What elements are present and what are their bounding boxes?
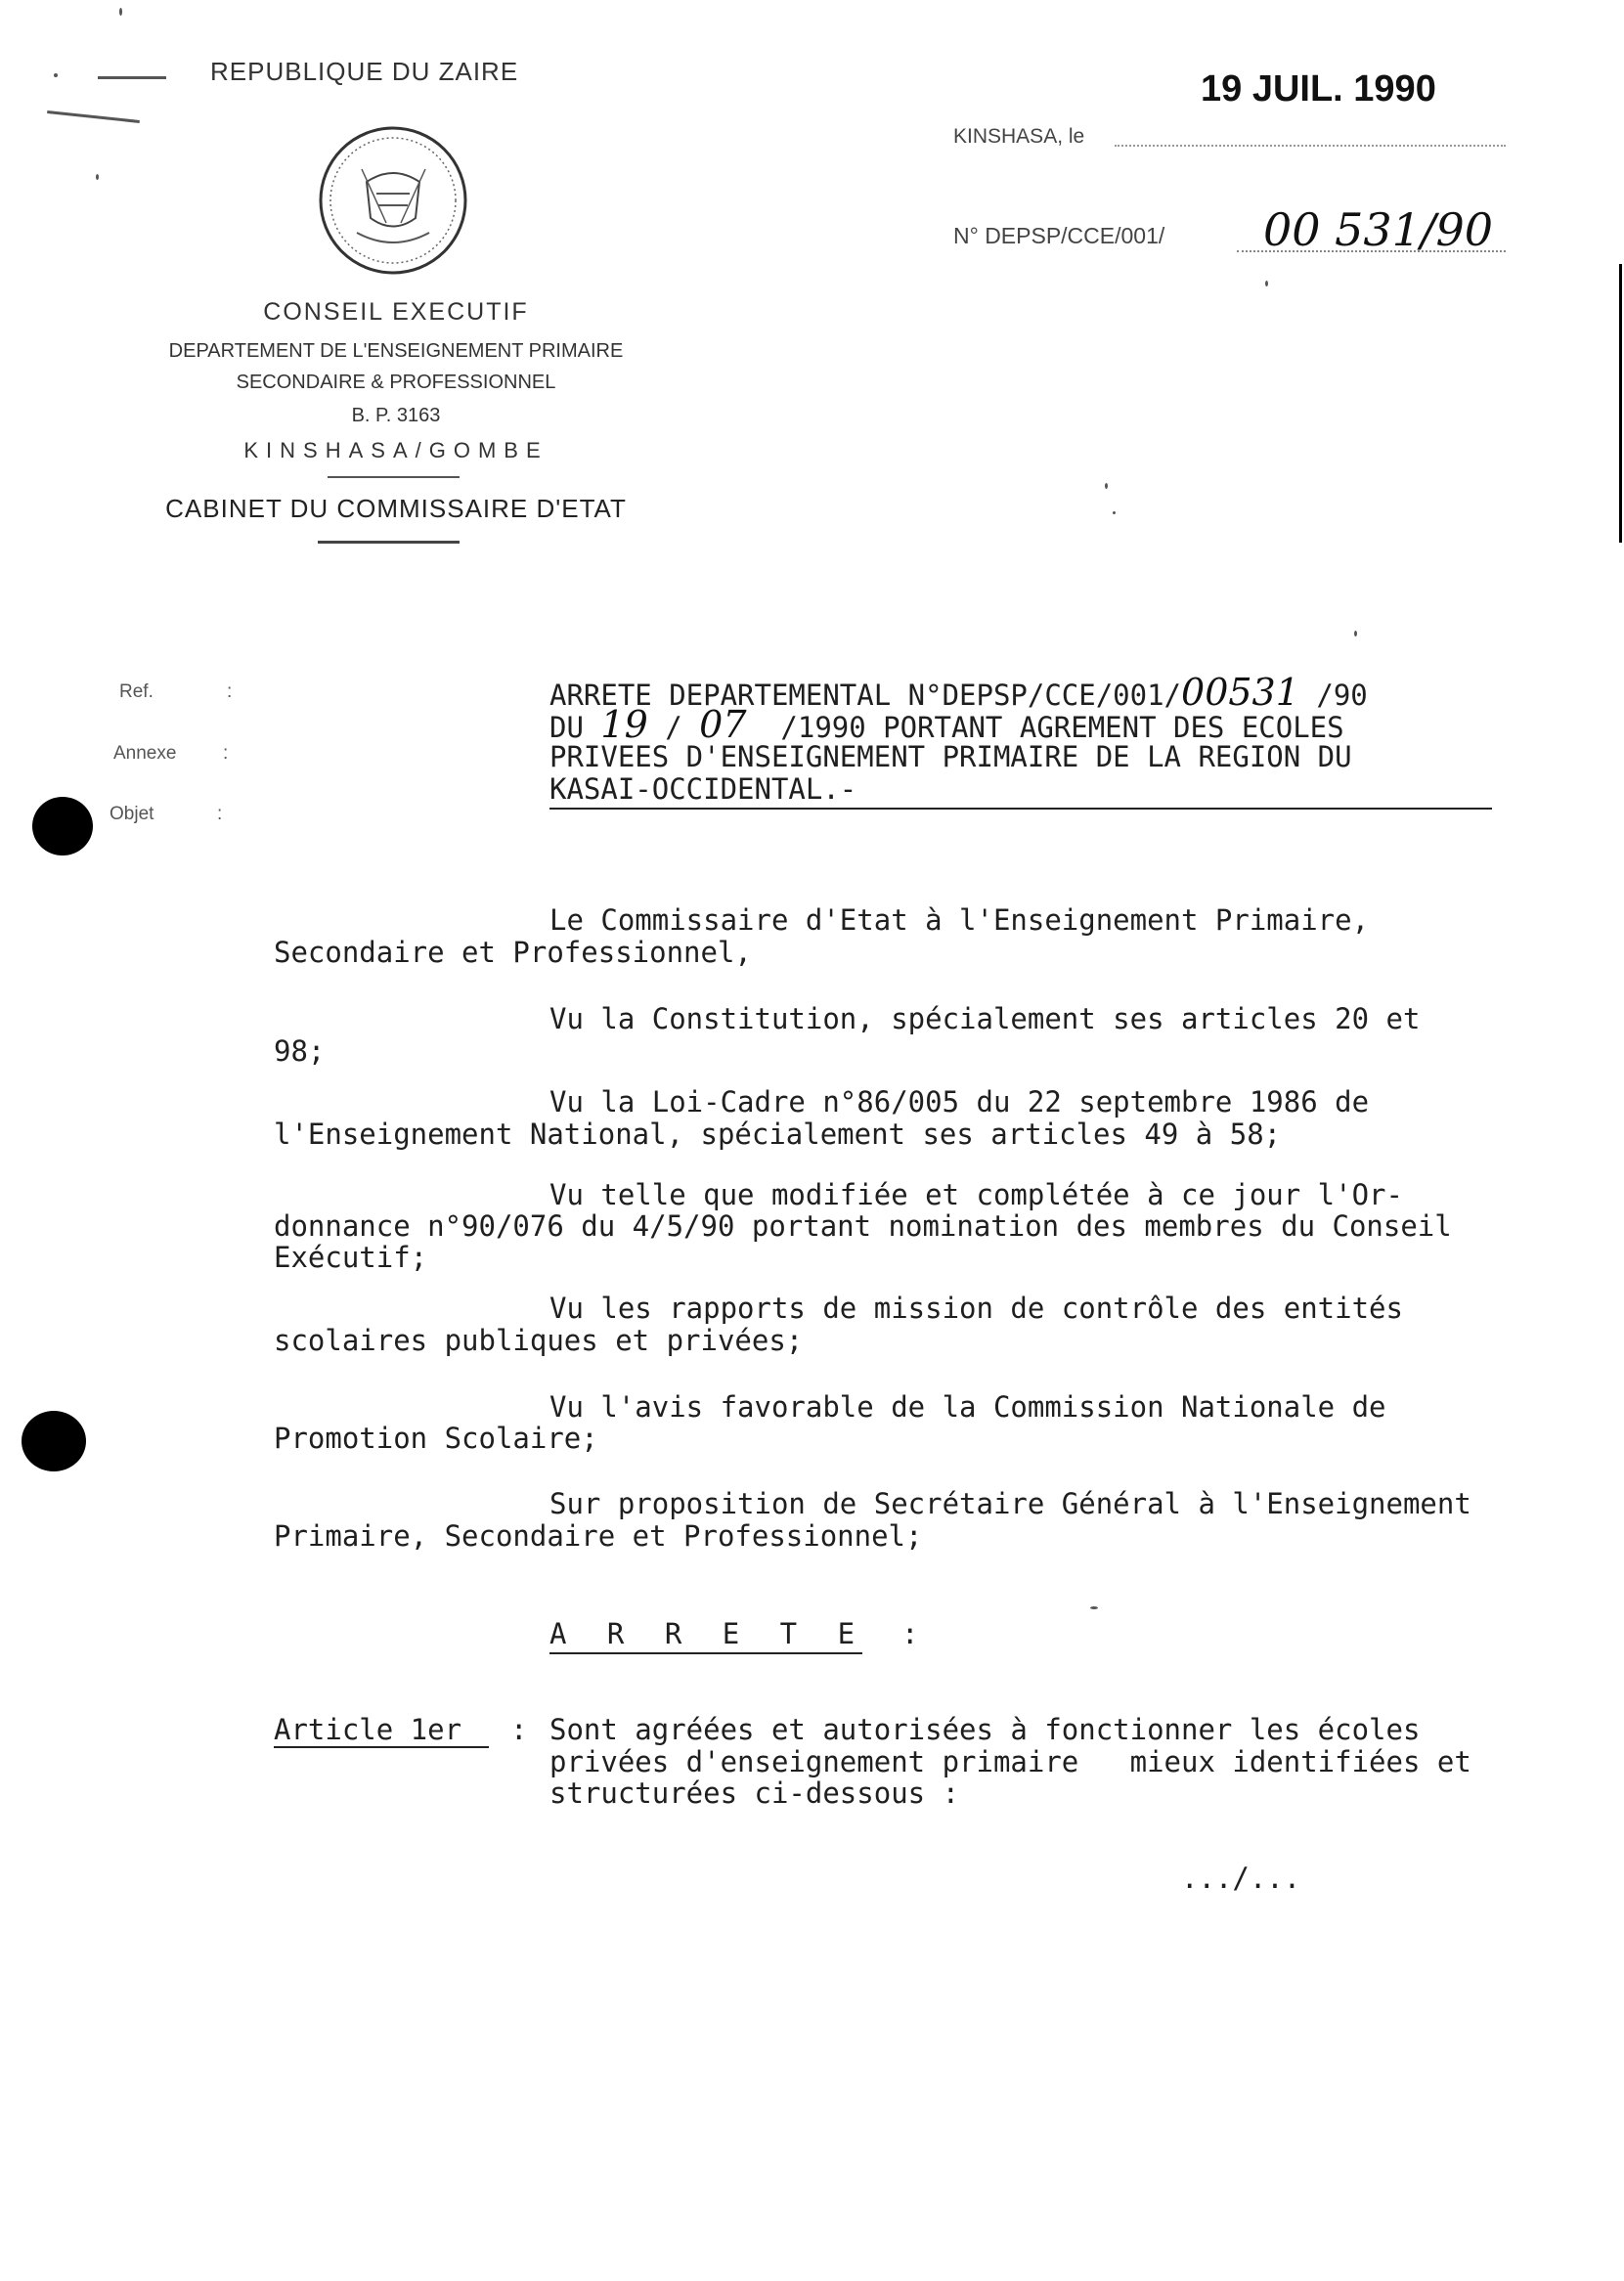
- preamble-1-line-2: Secondaire et Professionnel,: [274, 936, 752, 969]
- preamble-5-line-2: scolaires publiques et privées;: [274, 1324, 804, 1357]
- coat-of-arms-seal: [318, 125, 469, 277]
- decree-heading-underline: [549, 1652, 862, 1654]
- scribble-mark: [47, 110, 140, 123]
- department-line-1: DEPARTEMENT DE L'ENSEIGNEMENT PRIMAIRE: [168, 340, 624, 362]
- council-name: CONSEIL EXECUTIF: [263, 298, 529, 326]
- preamble-6-line-2: Promotion Scolaire;: [274, 1422, 598, 1455]
- city: KINSHASA/GOMBE: [243, 438, 549, 462]
- scan-speck: [119, 8, 122, 16]
- decree-heading: A R R E T E: [549, 1617, 867, 1650]
- article-1-label: Article 1er: [274, 1713, 462, 1746]
- preamble-1-line-1: Le Commissaire d'Etat à l'Enseignement Primaire,: [549, 903, 1370, 937]
- preamble-4-line-3: Exécutif;: [274, 1241, 428, 1274]
- po-box: B. P. 3163: [351, 405, 441, 426]
- place-label: KINSHASA, le: [953, 125, 1085, 148]
- preamble-4-line-1: Vu telle que modifiée et complétée à ce jour l'Or-: [549, 1178, 1403, 1211]
- subject-line-1: ARRETE DEPARTEMENTAL N°DEPSP/CCE/001/00531 /90: [549, 671, 1368, 714]
- date-dotted-line: [1115, 145, 1506, 147]
- department-line-2: SECONDAIRE & PROFESSIONNEL: [236, 372, 556, 393]
- divider: [318, 541, 460, 544]
- preamble-7-line-1: Sur proposition de Secrétaire Général à l'Enseignement: [549, 1487, 1471, 1520]
- preamble-3-line-2: l'Enseignement National, spécialement ses articles 49 à 58;: [274, 1118, 1282, 1151]
- object-label: Objet: [110, 804, 154, 824]
- annex-colon: :: [223, 743, 229, 764]
- scan-speck: [96, 174, 99, 180]
- scan-speck: [1105, 483, 1108, 489]
- scribble-mark: [98, 76, 166, 79]
- subject-underline: [549, 808, 1492, 810]
- subject-line-2: DU 19 / 07 /1990 PORTANT AGREMENT DES ECOLES: [549, 703, 1344, 746]
- article-1-colon: :: [510, 1713, 528, 1746]
- object-colon: :: [217, 804, 223, 824]
- preamble-7-line-2: Primaire, Secondaire et Professionnel;: [274, 1519, 923, 1553]
- divider: [328, 476, 460, 478]
- scan-speck: [54, 73, 58, 77]
- seal-icon: [318, 125, 469, 277]
- scan-speck: [1354, 631, 1357, 636]
- punch-hole: [22, 1411, 86, 1471]
- scan-speck: [1090, 1606, 1098, 1609]
- preamble-6-line-1: Vu l'avis favorable de la Commission Nationale de: [549, 1390, 1386, 1424]
- preamble-3-line-1: Vu la Loi-Cadre n°86/005 du 22 septembre 1986 de: [549, 1085, 1370, 1119]
- cabinet-name: CABINET DU COMMISSAIRE D'ETAT: [165, 494, 627, 523]
- subject-line-4: KASAI-OCCIDENTAL.-: [549, 772, 857, 806]
- article-1-line-3: structurées ci-dessous :: [549, 1777, 960, 1810]
- article-1-line-2: privées d'enseignement primaire mieux identifiées et: [549, 1745, 1471, 1778]
- preamble-2-line-2: 98;: [274, 1034, 326, 1068]
- decree-heading-colon: :: [901, 1617, 919, 1650]
- reference-label: N° DEPSP/CCE/001/: [953, 223, 1165, 248]
- ref-label: Ref.: [119, 681, 154, 702]
- preamble-4-line-2: donnance n°90/076 du 4/5/90 portant nomination des membres du Conseil: [274, 1210, 1452, 1242]
- punch-hole: [32, 797, 93, 855]
- scan-edge: [1619, 264, 1622, 543]
- subject-line-3: PRIVEES D'ENSEIGNEMENT PRIMAIRE DE LA REGION DU: [549, 740, 1352, 773]
- ref-colon: :: [227, 681, 233, 702]
- annex-label: Annexe: [113, 743, 177, 764]
- scan-speck: [1265, 281, 1268, 286]
- date-stamp: 19 JUIL. 1990: [1201, 68, 1436, 110]
- preamble-2-line-1: Vu la Constitution, spécialement ses articles 20 et: [549, 1002, 1421, 1035]
- article-1-line-1: Sont agréées et autorisées à fonctionner les écoles: [549, 1713, 1421, 1746]
- reference-dotted-line: [1237, 250, 1506, 252]
- continuation-mark: .../...: [1181, 1862, 1301, 1895]
- scan-speck: [1113, 511, 1116, 514]
- preamble-5-line-1: Vu les rapports de mission de contrôle des entités: [549, 1292, 1403, 1325]
- reference-handwritten: 00 531/90: [1263, 203, 1493, 256]
- article-1-underline: [274, 1746, 489, 1748]
- country-name: REPUBLIQUE DU ZAIRE: [210, 57, 519, 86]
